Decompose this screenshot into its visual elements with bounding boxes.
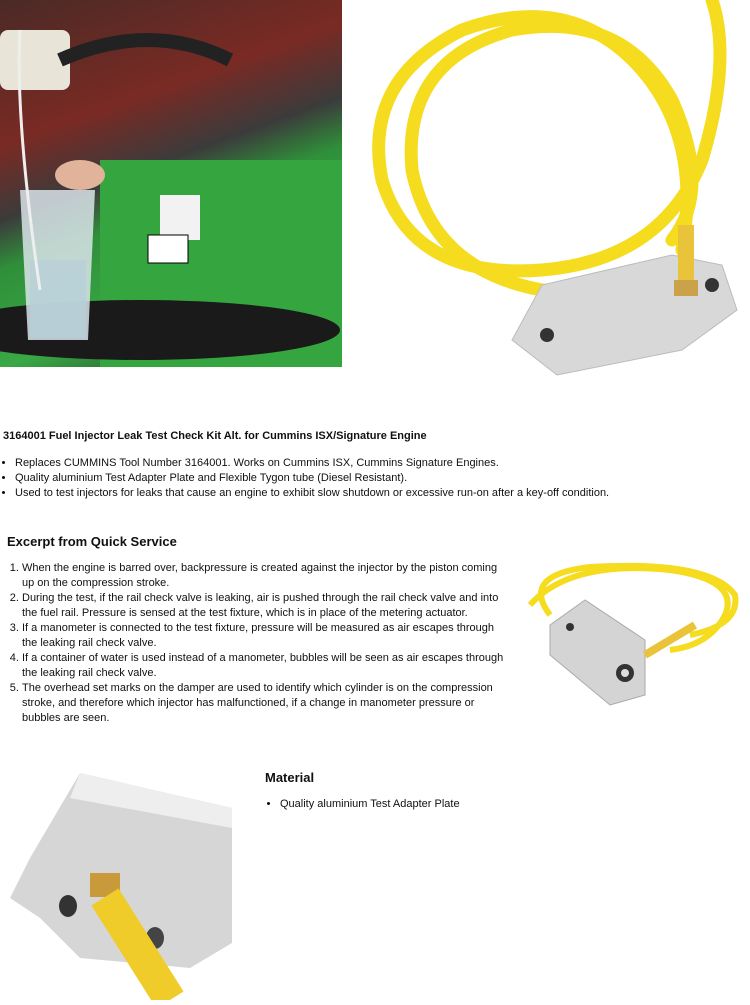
feature-list bbox=[0, 456, 740, 501]
material-list bbox=[265, 797, 665, 812]
excerpt-steps bbox=[0, 561, 510, 726]
test-kit-side-photo bbox=[510, 555, 742, 715]
feature-item: • Used to test injectors for leaks that cause an engine to exhibit slow shutdown or excessive run-on after a key-off condition. bbox=[15, 486, 740, 501]
feature-item: • Quality aluminium Test Adapter Plate and Flexible Tygon tube (Diesel Resistant). bbox=[15, 471, 740, 486]
adapter-closeup-illustration bbox=[0, 768, 232, 1000]
step-item: 4. If a container of water is used instead of a manometer, bubbles will be seen as air escapes through the leaking rail check valve. bbox=[22, 651, 510, 681]
test-kit-product-photo bbox=[342, 0, 750, 385]
engine-photo-illustration bbox=[0, 0, 342, 367]
step-item: 2. During the test, if the rail check valve is leaking, air is pushed through the rail check valve and into the fuel rail. Pressure is sensed at the test fixture, which is in place of the metering actuator. bbox=[22, 591, 510, 621]
engine-test-photo bbox=[0, 0, 342, 367]
material-heading: Material bbox=[265, 770, 315, 785]
product-title: 3164001 Fuel Injector Leak Test Check Kit Alt. for Cummins ISX/Signature Engine bbox=[3, 430, 427, 442]
step-item: 3. If a manometer is connected to the test fixture, pressure will be measured as air escapes through the leaking rail check valve. bbox=[22, 621, 510, 651]
tube-and-plate-side-illustration bbox=[510, 555, 742, 715]
tube-and-plate-illustration bbox=[342, 0, 750, 385]
feature-item: • Replaces CUMMINS Tool Number 3164001. Works on Cummins ISX, Cummins Signature Engines. bbox=[15, 456, 740, 471]
step-item: 5. The overhead set marks on the damper are used to identify which cylinder is on the compression stroke, and therefore which injector has malfunctioned, if a change in manometer pressure or bubbles are seen. bbox=[22, 681, 510, 726]
step-item: 1. When the engine is barred over, backpressure is created against the injector by the piston coming up on the compression stroke. bbox=[22, 561, 510, 591]
adapter-closeup-photo bbox=[0, 768, 232, 1000]
material-item: • Quality aluminium Test Adapter Plate bbox=[280, 797, 665, 812]
excerpt-heading: Excerpt from Quick Service bbox=[7, 534, 177, 549]
